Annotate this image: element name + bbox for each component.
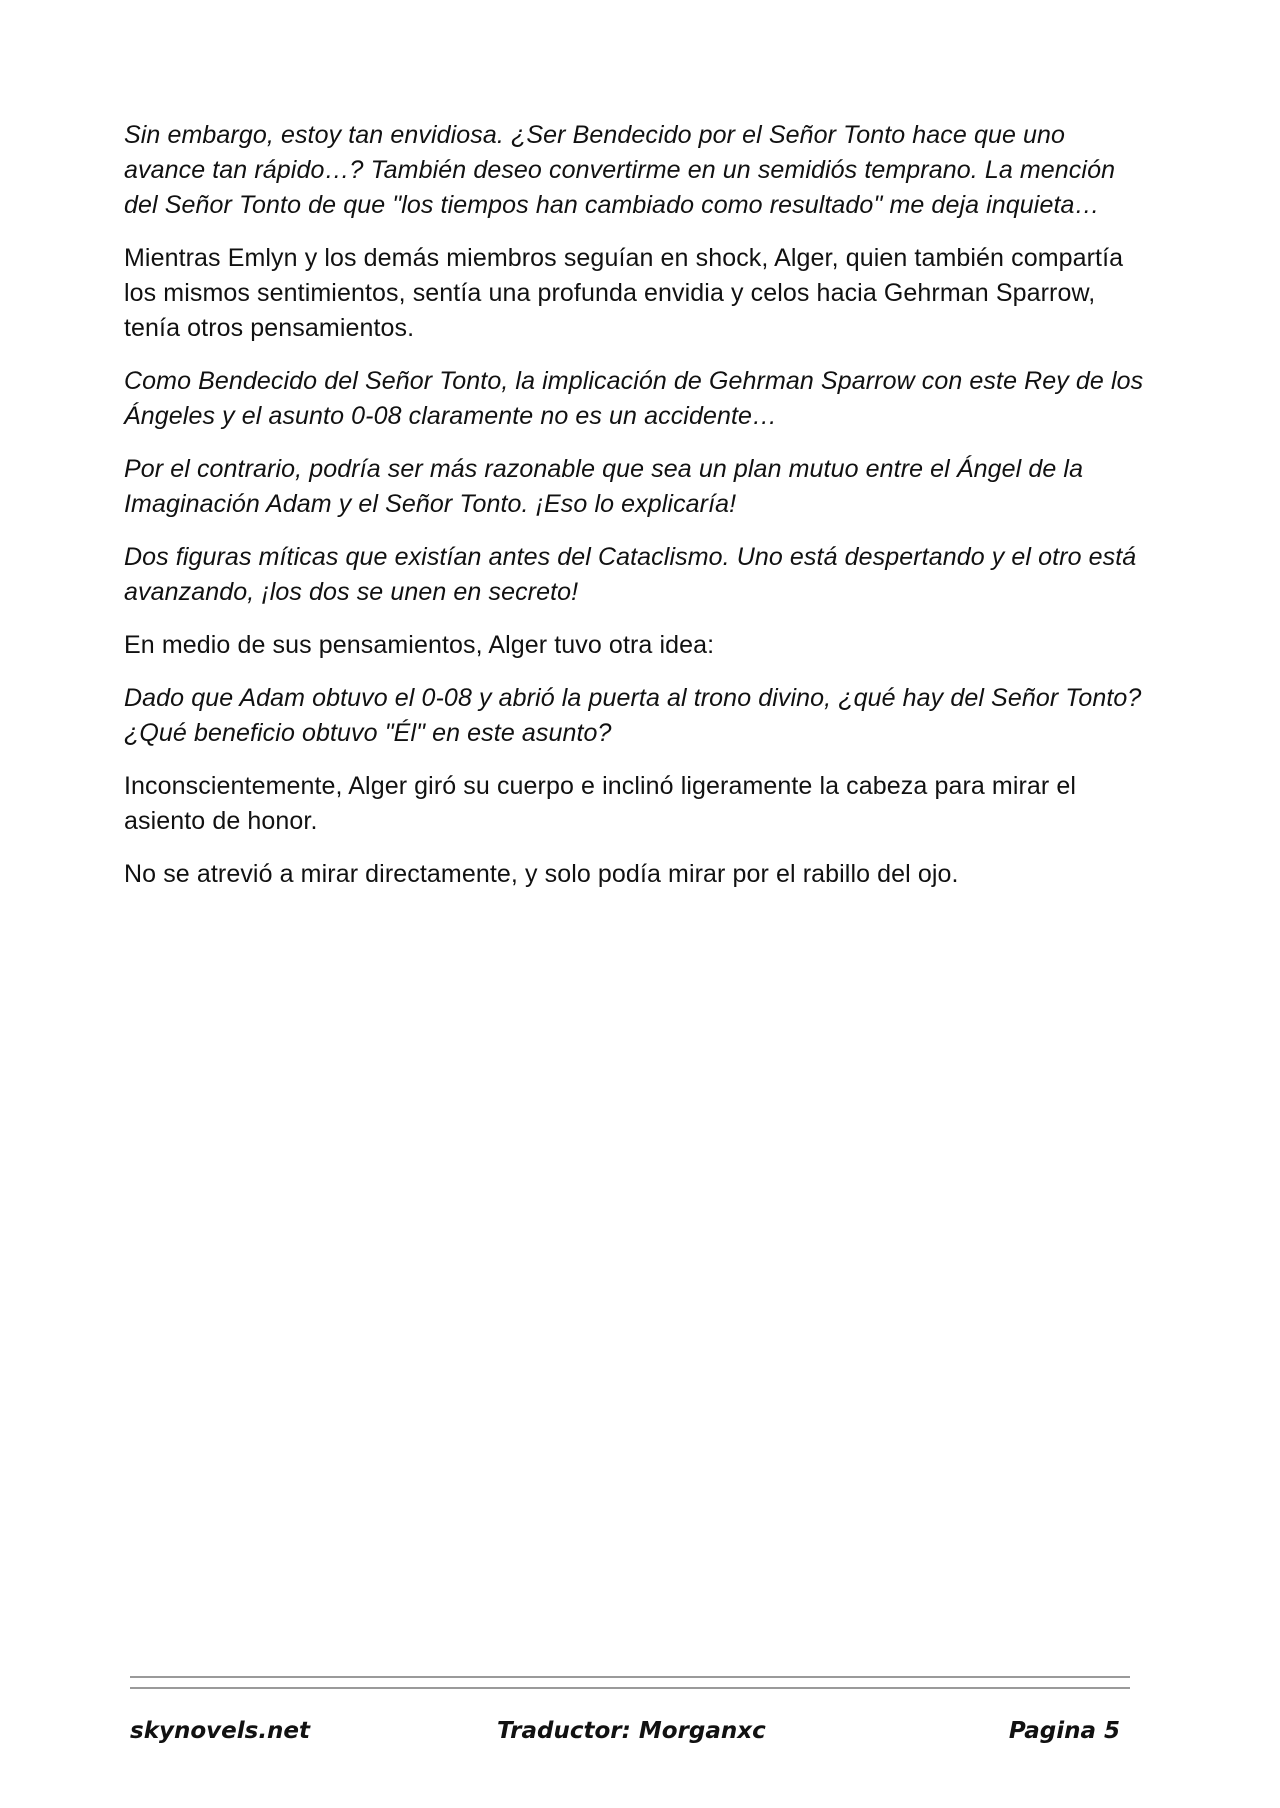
paragraph-3: Como Bendecido del Señor Tonto, la implicación de Gehrman Sparrow con este Rey de los Ángeles y el asunto 0-08 claramente no es un accidente…	[124, 367, 1144, 430]
footer-page-number: Pagina 5	[1008, 1718, 1120, 1744]
paragraph-7: Dado que Adam obtuvo el 0-08 y abrió la puerta al trono divino, ¿qué hay del Señor Tonto? ¿Qué beneficio obtuvo "Él" en este asunto?	[124, 684, 1142, 747]
footer-site: skynovels.net	[130, 1718, 311, 1744]
paragraph-8: Inconscientemente, Alger giró su cuerpo e inclinó ligeramente la cabeza para mirar el asiento de honor.	[124, 772, 1077, 835]
paragraph-4: Por el contrario, podría ser más razonable que sea un plan mutuo entre el Ángel de la Imaginación Adam y el Señor Tonto. ¡Eso lo explicaría!	[124, 455, 1084, 518]
paragraph-5: Dos figuras míticas que existían antes del Cataclismo. Uno está despertando y el otro está avanzando, ¡los dos se unen en secreto!	[124, 543, 1137, 606]
paragraph-1: Sin embargo, estoy tan envidiosa. ¿Ser Bendecido por el Señor Tonto hace que uno avance tan rápido…? También deseo convertirme en un semidiós temprano. La mención del Señor Tonto de que "los tiempos han cambiado como resultado" me deja inquieta…	[124, 121, 1116, 219]
paragraph-6: En medio de sus pensamientos, Alger tuvo otra idea:	[124, 631, 715, 659]
document-body	[124, 118, 1144, 910]
footer-divider	[130, 1676, 1130, 1698]
paragraph-9: No se atrevió a mirar directamente, y solo podía mirar por el rabillo del ojo.	[124, 860, 959, 888]
footer-divider-line-bottom	[130, 1687, 1130, 1689]
footer-divider-line-top	[130, 1676, 1130, 1678]
page-footer	[130, 1718, 1130, 1752]
footer-translator: Traductor: Morganxc	[497, 1718, 766, 1744]
paragraph-2: Mientras Emlyn y los demás miembros seguían en shock, Alger, quien también compartía los mismos sentimientos, sentía una profunda envidia y celos hacia Gehrman Sparrow, tenía otros pensamientos.	[124, 244, 1124, 342]
